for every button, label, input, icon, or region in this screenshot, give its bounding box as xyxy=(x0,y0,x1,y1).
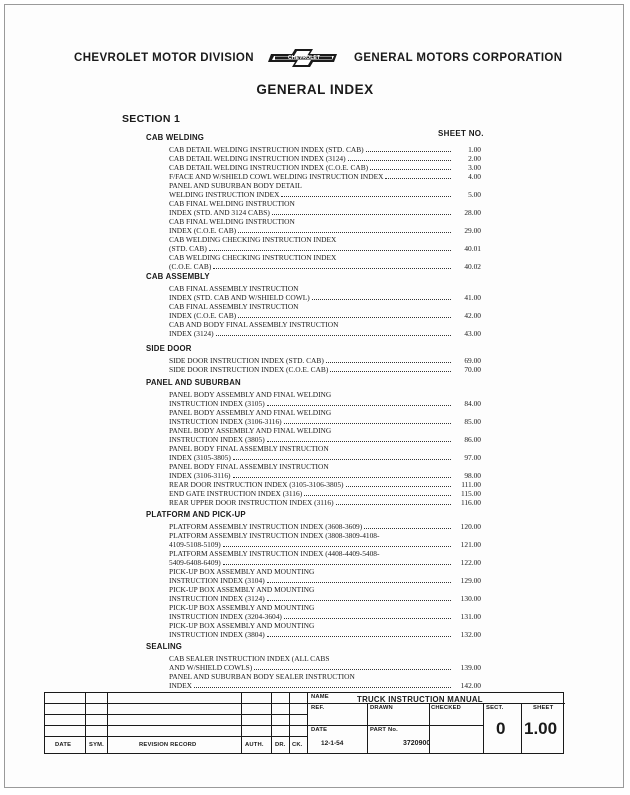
ref-label: REF. xyxy=(311,705,325,711)
entry-sheet-number: 142.00 xyxy=(460,681,481,690)
entry-sheet-number: 121.00 xyxy=(460,540,481,549)
entry-text: CAB SEALER INSTRUCTION INDEX (ALL CABS xyxy=(169,654,330,663)
index-entry xyxy=(169,453,481,462)
entry-sheet-number: 28.00 xyxy=(464,208,481,217)
entry-text: (STD. CAB) xyxy=(169,244,207,253)
entry-text: INDEX (C.O.E. CAB) xyxy=(169,311,237,320)
entry-sheet-number: 115.00 xyxy=(460,489,481,498)
entry-sheet-number: 85.00 xyxy=(464,417,481,426)
entry-text: INDEX (STD. AND 3124 CABS) xyxy=(169,208,270,217)
leader-dots xyxy=(216,329,451,336)
index-entry xyxy=(169,435,481,444)
entry-sheet-number: 86.00 xyxy=(464,435,481,444)
index-entry xyxy=(169,399,481,408)
entry-text: CAB FINAL WELDING INSTRUCTION xyxy=(169,217,295,226)
entry-text: INDEX (3106-3116) xyxy=(169,471,231,480)
entry-text: PICK-UP BOX ASSEMBLY AND MOUNTING xyxy=(169,621,315,630)
index-entry xyxy=(169,284,481,293)
entry-text: CAB WELDING CHECKING INSTRUCTION INDEX xyxy=(169,235,337,244)
index-entry xyxy=(169,181,481,190)
col-auth: AUTH. xyxy=(245,742,264,748)
col-revision-record: REVISION RECORD xyxy=(139,742,197,748)
entry-sheet-number: 131.00 xyxy=(460,612,481,621)
category-heading: CAB WELDING xyxy=(146,133,205,142)
sheet-no-column-label: SHEET NO. xyxy=(438,129,484,138)
leader-dots xyxy=(304,489,451,496)
index-entry xyxy=(169,408,481,417)
leader-dots xyxy=(385,172,451,179)
entry-sheet-number: 130.00 xyxy=(460,594,481,603)
entry-text: INSTRUCTION INDEX (3104) xyxy=(169,576,265,585)
date-label: DATE xyxy=(311,727,328,733)
index-entry xyxy=(169,145,481,154)
index-entry xyxy=(169,498,481,507)
index-entry xyxy=(169,522,481,531)
entry-text: CAB FINAL ASSEMBLY INSTRUCTION xyxy=(169,284,299,293)
entry-text: PANEL AND SUBURBAN BODY SEALER INSTRUCTION xyxy=(169,672,355,681)
title-block xyxy=(44,692,564,754)
index-entry xyxy=(169,320,481,329)
entry-text: INSTRUCTION INDEX (3204-3604) xyxy=(169,612,282,621)
entry-sheet-number: 120.00 xyxy=(460,522,481,531)
index-entry xyxy=(169,576,481,585)
entry-sheet-number: 98.00 xyxy=(464,471,481,480)
category-heading: CAB ASSEMBLY xyxy=(146,272,210,281)
leader-dots xyxy=(213,262,451,269)
entry-sheet-number: 129.00 xyxy=(460,576,481,585)
entry-text: CAB WELDING CHECKING INSTRUCTION INDEX xyxy=(169,253,337,262)
checked-label: CHECKED xyxy=(431,705,462,711)
corporation-name: GENERAL MOTORS CORPORATION xyxy=(354,52,563,64)
leader-dots xyxy=(370,163,451,170)
leader-dots xyxy=(267,576,451,583)
entry-text: PANEL BODY ASSEMBLY AND FINAL WELDING xyxy=(169,390,332,399)
leader-dots xyxy=(233,453,451,460)
index-entry xyxy=(169,244,481,253)
index-entry xyxy=(169,302,481,311)
index-entry xyxy=(169,208,481,217)
index-entry xyxy=(169,531,481,540)
index-entry xyxy=(169,390,481,399)
leader-dots xyxy=(267,594,451,601)
leader-dots xyxy=(238,226,451,233)
index-entry xyxy=(169,262,481,271)
sheet-label: SHEET xyxy=(533,705,554,711)
category-heading: PLATFORM AND PICK-UP xyxy=(146,510,246,519)
index-entry xyxy=(169,630,481,639)
entry-sheet-number: 4.00 xyxy=(468,172,481,181)
index-entry xyxy=(169,612,481,621)
sect-label: SECT. xyxy=(486,705,504,711)
entry-sheet-number: 116.00 xyxy=(460,498,481,507)
index-entry xyxy=(169,672,481,681)
entry-sheet-number: 29.00 xyxy=(464,226,481,235)
entry-sheet-number: 42.00 xyxy=(464,311,481,320)
leader-dots xyxy=(364,522,451,529)
entry-text: AND W/SHIELD COWLS) xyxy=(169,663,253,672)
entry-sheet-number: 3.00 xyxy=(468,163,481,172)
logo-text: CHEVROLET xyxy=(288,55,320,62)
leader-dots xyxy=(223,540,451,547)
entry-text: INDEX (STD. CAB AND W/SHIELD COWL) xyxy=(169,293,310,302)
index-entry xyxy=(169,329,481,338)
entry-sheet-number: 69.00 xyxy=(464,356,481,365)
index-entry xyxy=(169,417,481,426)
entry-text: PANEL BODY ASSEMBLY AND FINAL WELDING xyxy=(169,408,332,417)
leader-dots xyxy=(336,498,451,505)
leader-dots xyxy=(284,612,451,619)
entry-text: CAB AND BODY FINAL ASSEMBLY INSTRUCTION xyxy=(169,320,339,329)
category-heading: SIDE DOOR xyxy=(146,344,192,353)
leader-dots xyxy=(272,208,451,215)
entry-sheet-number: 1.00 xyxy=(468,145,481,154)
entry-sheet-number: 111.00 xyxy=(461,480,481,489)
index-entry xyxy=(169,172,481,181)
section-label: SECTION 1 xyxy=(122,113,181,125)
leader-dots xyxy=(366,145,451,152)
entry-sheet-number: 139.00 xyxy=(460,663,481,672)
index-entry xyxy=(169,462,481,471)
leader-dots xyxy=(346,480,452,487)
leader-dots xyxy=(223,558,451,565)
entry-sheet-number: 132.00 xyxy=(460,630,481,639)
entry-text: INDEX (C.O.E. CAB) xyxy=(169,226,237,235)
index-entry xyxy=(169,489,481,498)
index-entry xyxy=(169,199,481,208)
entry-text: PICK-UP BOX ASSEMBLY AND MOUNTING xyxy=(169,603,315,612)
part-value: 3720900 xyxy=(403,740,431,747)
index-entry xyxy=(169,567,481,576)
col-dr: DR. xyxy=(275,742,286,748)
index-entry xyxy=(169,226,481,235)
index-entry xyxy=(169,311,481,320)
leader-dots xyxy=(209,244,451,251)
index-entry xyxy=(169,681,481,690)
sect-value: 0 xyxy=(496,719,506,738)
entry-text: CAB DETAIL WELDING INSTRUCTION INDEX (STD. CAB) xyxy=(169,145,364,154)
index-entry xyxy=(169,253,481,262)
leader-dots xyxy=(267,399,451,406)
sheet-value: 1.00 xyxy=(524,719,558,738)
division-name: CHEVROLET MOTOR DIVISION xyxy=(74,52,254,64)
entry-text: PLATFORM ASSEMBLY INSTRUCTION INDEX (3608-3609) xyxy=(169,522,363,531)
index-entry xyxy=(169,293,481,302)
entry-text: 5409-6408-6409) xyxy=(169,558,221,567)
leader-dots xyxy=(233,471,451,478)
chevrolet-bowtie-logo xyxy=(268,47,340,69)
entry-text: PANEL BODY FINAL ASSEMBLY INSTRUCTION xyxy=(169,444,329,453)
entry-text: PANEL AND SUBURBAN BODY DETAIL xyxy=(169,181,302,190)
col-ck: CK. xyxy=(292,742,303,748)
entry-text: SIDE DOOR INSTRUCTION INDEX (STD. CAB) xyxy=(169,356,324,365)
leader-dots xyxy=(326,356,451,363)
entry-sheet-number: 40.01 xyxy=(464,244,481,253)
entry-text: INDEX xyxy=(169,681,192,690)
index-entry xyxy=(169,621,481,630)
entry-text: PANEL BODY FINAL ASSEMBLY INSTRUCTION xyxy=(169,462,329,471)
index-entry xyxy=(169,217,481,226)
entry-text: INDEX (3105-3805) xyxy=(169,453,231,462)
entry-text: INDEX (3124) xyxy=(169,329,214,338)
entry-text: CAB FINAL ASSEMBLY INSTRUCTION xyxy=(169,302,299,311)
page-title: GENERAL INDEX xyxy=(256,82,374,97)
entry-text: INSTRUCTION INDEX (3106-3116) xyxy=(169,417,282,426)
entry-text: SIDE DOOR INSTRUCTION INDEX (C.O.E. CAB) xyxy=(169,365,329,374)
index-entry xyxy=(169,356,481,365)
entry-text: INSTRUCTION INDEX (3804) xyxy=(169,630,265,639)
entry-text: PICK-UP BOX ASSEMBLY AND MOUNTING xyxy=(169,567,315,576)
leader-dots xyxy=(194,681,451,688)
entry-text: END GATE INSTRUCTION INDEX (3116) xyxy=(169,489,303,498)
entry-sheet-number: 70.00 xyxy=(464,365,481,374)
category-heading: SEALING xyxy=(146,642,183,651)
entry-text: PLATFORM ASSEMBLY INSTRUCTION INDEX (4408-4409-5408- xyxy=(169,549,380,558)
index-entry xyxy=(169,549,481,558)
entry-text: PICK-UP BOX ASSEMBLY AND MOUNTING xyxy=(169,585,315,594)
leader-dots xyxy=(281,190,451,197)
drawn-label: DRAWN xyxy=(370,705,393,711)
date-value: 12-1-54 xyxy=(321,740,344,747)
entry-sheet-number: 84.00 xyxy=(464,399,481,408)
name-label: NAME xyxy=(311,694,329,700)
entry-text: CAB FINAL WELDING INSTRUCTION xyxy=(169,199,295,208)
name-value: TRUCK INSTRUCTION MANUAL xyxy=(357,695,483,704)
entry-sheet-number: 122.00 xyxy=(460,558,481,567)
leader-dots xyxy=(284,417,451,424)
leader-dots xyxy=(238,311,451,318)
leader-dots xyxy=(312,293,451,300)
entry-text: 4109-5108-5109) xyxy=(169,540,221,549)
leader-dots xyxy=(348,154,451,161)
entry-text: INSTRUCTION INDEX (3105) xyxy=(169,399,265,408)
index-entry xyxy=(169,663,481,672)
leader-dots xyxy=(267,630,451,637)
index-entry xyxy=(169,444,481,453)
leader-dots xyxy=(330,365,451,372)
entry-text: (C.O.E. CAB) xyxy=(169,262,212,271)
index-entry xyxy=(169,471,481,480)
leader-dots xyxy=(267,435,451,442)
page-header xyxy=(0,45,630,71)
index-entry xyxy=(169,365,481,374)
entry-sheet-number: 97.00 xyxy=(464,453,481,462)
entry-sheet-number: 2.00 xyxy=(468,154,481,163)
index-entry xyxy=(169,654,481,663)
entry-text: INSTRUCTION INDEX (3805) xyxy=(169,435,265,444)
index-entry xyxy=(169,426,481,435)
entry-text: PLATFORM ASSEMBLY INSTRUCTION INDEX (3808-3809-4108- xyxy=(169,531,380,540)
index-entry xyxy=(169,585,481,594)
entry-text: CAB DETAIL WELDING INSTRUCTION INDEX (C.O.E. CAB) xyxy=(169,163,369,172)
leader-dots xyxy=(254,663,451,670)
index-entry xyxy=(169,190,481,199)
entry-text: REAR UPPER DOOR INSTRUCTION INDEX (3116) xyxy=(169,498,334,507)
index-entry xyxy=(169,540,481,549)
index-entry xyxy=(169,480,481,489)
entry-sheet-number: 41.00 xyxy=(464,293,481,302)
index-entry xyxy=(169,594,481,603)
col-sym: SYM. xyxy=(89,742,104,748)
category-heading: PANEL AND SUBURBAN xyxy=(146,378,241,387)
entry-text: F/FACE AND W/SHIELD COWL WELDING INSTRUCTION INDEX xyxy=(169,172,384,181)
col-date: DATE xyxy=(55,742,72,748)
part-label: PART No. xyxy=(370,727,398,733)
index-entry xyxy=(169,235,481,244)
entry-text: WELDING INSTRUCTION INDEX xyxy=(169,190,280,199)
index-entry xyxy=(169,558,481,567)
entry-text: CAB DETAIL WELDING INSTRUCTION INDEX (3124) xyxy=(169,154,346,163)
entry-text: PANEL BODY ASSEMBLY AND FINAL WELDING xyxy=(169,426,332,435)
index-entry xyxy=(169,603,481,612)
entry-sheet-number: 43.00 xyxy=(464,329,481,338)
entry-sheet-number: 40.02 xyxy=(464,262,481,271)
entry-text: REAR DOOR INSTRUCTION INDEX (3105-3106-3805) xyxy=(169,480,344,489)
entry-sheet-number: 5.00 xyxy=(468,190,481,199)
index-entry xyxy=(169,163,481,172)
index-entry xyxy=(169,154,481,163)
entry-text: INSTRUCTION INDEX (3124) xyxy=(169,594,265,603)
